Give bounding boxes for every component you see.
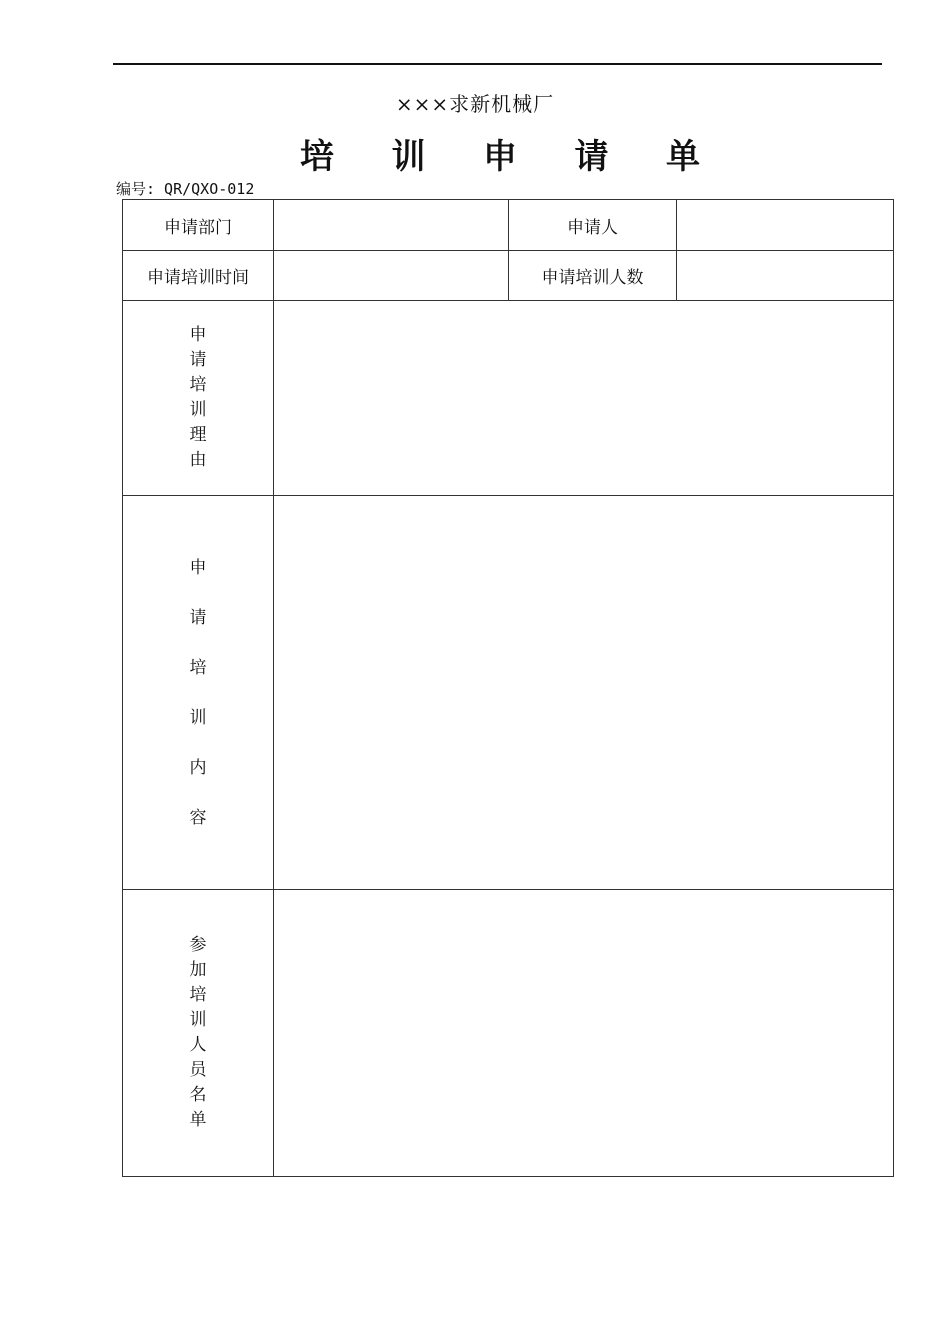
content-char: 请 [189,607,207,628]
reason-char: 申 [189,325,207,345]
participants-field[interactable] [274,890,894,1177]
training-application-table [122,199,894,1177]
reason-char: 训 [189,400,207,420]
document-number: 编号: QR/QXO-012 [116,180,255,198]
content-char: 训 [189,707,207,728]
reason-char: 由 [189,450,207,470]
title-char: 单 [666,136,700,177]
title-char: 训 [391,136,426,177]
reason-label [123,301,274,496]
form-title [300,128,700,178]
title-char: 申 [483,136,517,177]
participants-char: 参 [189,935,207,955]
reason-char: 培 [189,375,207,395]
participants-label [123,890,274,1177]
participants-char: 加 [189,960,207,980]
participant-count-field[interactable] [677,251,894,301]
participants-char: 单 [189,1110,207,1130]
reason-char: 请 [189,350,207,370]
content-char: 培 [189,657,207,678]
reason-char: 理 [189,425,207,445]
company-name: ×××求新机械厂 [395,92,555,116]
applicant-field[interactable] [677,200,894,251]
title-char: 请 [574,136,609,177]
participant-count-label: 申请培训人数 [509,251,677,301]
applicant-label: 申请人 [509,200,677,251]
training-time-label: 申请培训时间 [123,251,274,301]
participants-char: 训 [189,1010,207,1030]
participants-char: 员 [189,1060,207,1080]
reason-field[interactable] [274,301,894,496]
content-field[interactable] [274,496,894,890]
content-label [123,496,274,890]
dept-label: 申请部门 [123,200,274,251]
participants-char: 人 [189,1035,207,1055]
content-char: 内 [189,757,207,778]
content-char: 容 [189,807,207,828]
content-char: 申 [189,557,207,578]
top-rule [113,63,882,65]
dept-field[interactable] [274,200,509,251]
participants-char: 培 [189,985,207,1005]
training-time-field[interactable] [274,251,509,301]
participants-char: 名 [189,1085,207,1105]
title-char: 培 [300,136,334,177]
